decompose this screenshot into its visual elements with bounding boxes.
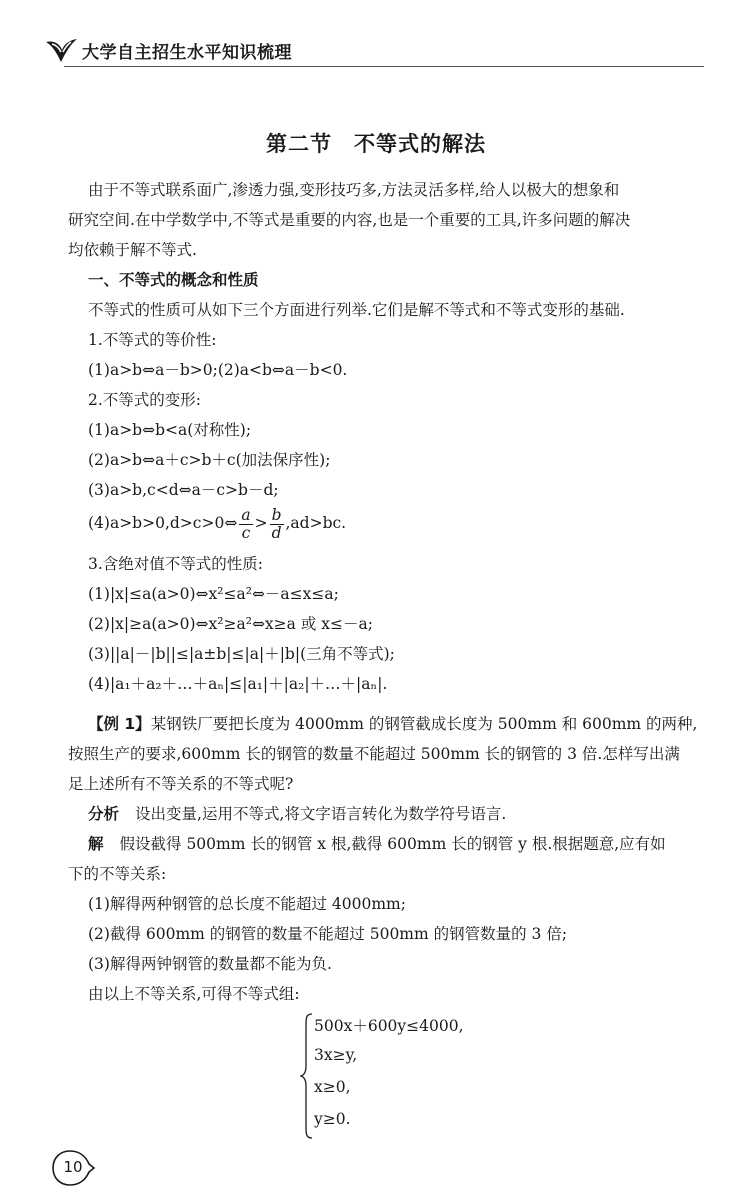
property-item: (1)a>b⇔b<a(对称性); [88, 421, 252, 439]
analysis-label: 分析 [88, 805, 120, 823]
fraction-numerator: a [241, 505, 251, 524]
section-title: 第二节 不等式的解法 [266, 132, 486, 156]
property-title: 2.不等式的变形: [88, 391, 202, 409]
bird-logo-icon [44, 36, 78, 64]
fraction-b-over-d [270, 507, 284, 542]
example-line: 按照生产的要求,600mm 长的钢管的数量不能超过 500mm 长的钢管的 3 倍.怎样写出满 [68, 745, 680, 763]
solution-label: 解 [88, 835, 104, 853]
system-equation: 3x≥y, [314, 1046, 358, 1064]
formula-prefix: (4)a>b>0,d>c>0⇔ [88, 514, 238, 532]
formula-mid: > [254, 514, 268, 532]
property-item: (2)|x|≥a(a>0)⇔x²≥a²⇔x≥a 或 x≤－a; [88, 615, 373, 633]
fraction-denominator: d [271, 523, 282, 542]
property-item: (3)a>b,c<d⇔a－c>b－d; [88, 481, 279, 499]
solution-line: 下的不等关系: [68, 865, 167, 883]
solution-line [88, 834, 666, 854]
example-label: 【例 1】 [88, 715, 151, 733]
book-title: 大学自主招生水平知识梳理 [82, 42, 292, 63]
example-text: 某钢铁厂要把长度为 4000mm 的钢管截成长度为 500mm 和 600mm 的两种, [150, 715, 698, 733]
example-line: 足上述所有不等关系的不等式呢? [68, 775, 294, 793]
property-item-fraction [88, 506, 346, 542]
system-equation: x≥0, [314, 1078, 351, 1096]
subsection-heading: 一、不等式的概念和性质 [88, 271, 259, 289]
property-title: 1.不等式的等价性: [88, 331, 217, 349]
example-line [88, 714, 697, 734]
condition-item: (1)解得两种钢管的总长度不能超过 4000mm; [88, 895, 406, 913]
property-title: 3.含绝对值不等式的性质: [88, 555, 264, 573]
system-equation: y≥0. [314, 1110, 351, 1128]
property-item: (4)|a₁＋a₂＋…＋aₙ|≤|a₁|＋|a₂|＋…＋|aₙ|. [88, 675, 388, 693]
intro-line: 均依赖于解不等式. [68, 241, 197, 259]
property-item: (1)a>b⇔a－b>0;(2)a<b⇔a－b<0. [88, 361, 348, 379]
solution-text: 假设截得 500mm 长的钢管 x 根,截得 600mm 长的钢管 y 根.根据题意,应有如 [119, 835, 666, 853]
intro-line: 由于不等式联系面广,渗透力强,变形技巧多,方法灵活多样,给人以极大的想象和 [88, 181, 620, 199]
analysis-text: 设出变量,运用不等式,将文字语言转化为数学符号语言. [135, 805, 507, 823]
inequality-system [300, 1012, 500, 1140]
property-item: (2)a>b⇔a＋c>b＋c(加法保序性); [88, 451, 331, 469]
running-header [44, 34, 292, 66]
property-item: (3)||a|－|b||≤|a±b|≤|a|＋|b|(三角不等式); [88, 645, 395, 663]
paragraph-line: 不等式的性质可从如下三个方面进行列举.它们是解不等式和不等式变形的基础. [88, 301, 625, 319]
formula-suffix: ,ad>bc. [285, 514, 347, 532]
analysis-line [88, 804, 506, 824]
page-number: 10 [63, 1158, 83, 1176]
property-item: (1)|x|≤a(a>0)⇔x²≤a²⇔－a≤x≤a; [88, 585, 339, 603]
header-rule [64, 66, 704, 67]
left-brace-icon [300, 1012, 314, 1140]
condition-item: (2)截得 600mm 的钢管的数量不能超过 500mm 的钢管数量的 3 倍; [88, 925, 568, 943]
fraction-numerator: b [271, 505, 282, 524]
conclusion-line: 由以上不等关系,可得不等式组: [88, 985, 300, 1003]
fraction-a-over-c [239, 507, 252, 542]
condition-item: (3)解得两钟钢管的数量都不能为负. [88, 955, 332, 973]
system-equation: 500x＋600y≤4000, [314, 1017, 464, 1035]
intro-line: 研究空间.在中学数学中,不等式是重要的内容,也是一个重要的工具,许多问题的解决 [68, 211, 631, 229]
fraction-denominator: c [241, 523, 251, 542]
